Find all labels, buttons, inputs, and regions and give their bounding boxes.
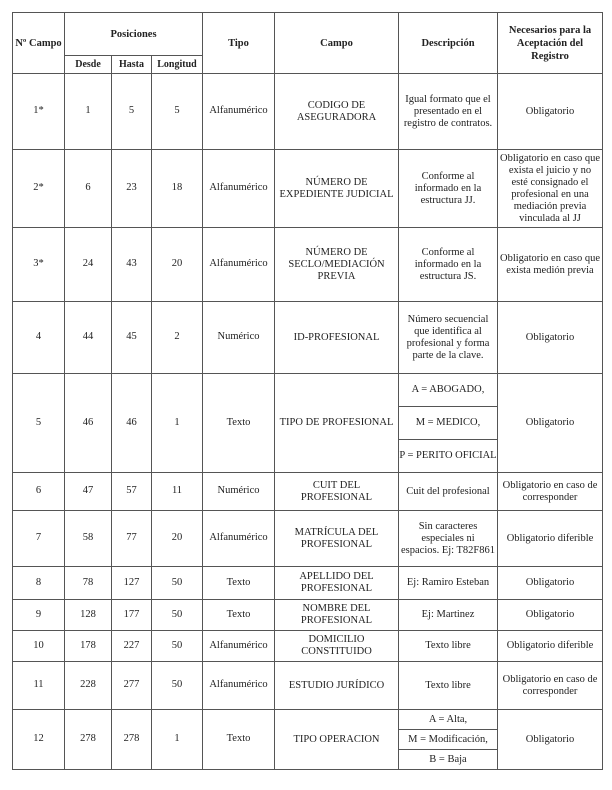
field-number: 10	[13, 631, 65, 662]
field-longitud: 20	[152, 228, 203, 302]
header-campo: Campo	[275, 13, 399, 74]
field-tipo: Texto	[203, 710, 275, 770]
field-number: 8	[13, 567, 65, 600]
field-descripcion: Conforme al informado en la estructura JJ.	[399, 150, 498, 228]
field-tipo: Alfanumérico	[203, 228, 275, 302]
field-desde: 128	[65, 600, 112, 631]
field-hasta: 277	[112, 662, 152, 710]
field-campo: NOMBRE DEL PROFESIONAL	[275, 600, 399, 631]
field-campo: ESTUDIO JURÍDICO	[275, 662, 399, 710]
field-descripcion: Ej: Martinez	[399, 600, 498, 631]
field-hasta: 227	[112, 631, 152, 662]
header-num-campo: Nº Campo	[13, 13, 65, 74]
option-item: M = Modificación,	[399, 729, 497, 749]
field-tipo: Alfanumérico	[203, 631, 275, 662]
table-row	[13, 567, 603, 600]
field-campo: DOMICILIO CONSTITUIDO	[275, 631, 399, 662]
field-descripcion: Igual formato que el presentado en el registro de contratos.	[399, 74, 498, 150]
field-requisito: Obligatorio	[498, 567, 603, 600]
option-item: P = PERITO OFICIAL	[399, 439, 497, 472]
option-item: M = MEDICO,	[399, 406, 497, 439]
header-descripcion: Descripción	[399, 13, 498, 74]
option-item: A = ABOGADO,	[411, 384, 485, 395]
field-requisito: Obligatorio en caso que exista el juicio y no esté consignado el profesional en una mediación previa vinculada al JJ	[498, 150, 603, 228]
field-tipo: Texto	[203, 374, 275, 473]
field-tipo: Numérico	[203, 302, 275, 374]
field-hasta: 77	[112, 511, 152, 567]
header-desde: Desde	[65, 56, 112, 74]
field-hasta: 45	[112, 302, 152, 374]
field-tipo: Alfanumérico	[203, 74, 275, 150]
field-longitud: 20	[152, 511, 203, 567]
field-requisito: Obligatorio diferible	[498, 511, 603, 567]
field-descripcion: Ej: Ramiro Esteban	[399, 567, 498, 600]
field-tipo: Alfanumérico	[203, 511, 275, 567]
field-hasta: 177	[112, 600, 152, 631]
field-descripcion: Sin caracteres especiales ni espacios. Ej: T82F861	[399, 511, 498, 567]
field-desde: 47	[65, 473, 112, 511]
field-descripcion-options	[399, 710, 498, 770]
field-descripcion: Conforme al informado en la estructura JS.	[399, 228, 498, 302]
field-campo: CUIT DEL PROFESIONAL	[275, 473, 399, 511]
field-number: 1*	[13, 74, 65, 150]
field-campo: TIPO DE PROFESIONAL	[275, 374, 399, 473]
field-campo: ID-PROFESIONAL	[275, 302, 399, 374]
field-requisito: Obligatorio	[498, 74, 603, 150]
field-desde: 1	[65, 74, 112, 150]
field-number: 2*	[13, 150, 65, 228]
field-requisito: Obligatorio	[498, 600, 603, 631]
field-desde: 6	[65, 150, 112, 228]
header-posiciones: Posiciones	[65, 13, 203, 56]
table-row	[13, 228, 603, 302]
field-campo: NÚMERO DE EXPEDIENTE JUDICIAL	[275, 150, 399, 228]
field-requisito: Obligatorio en caso que exista medión previa	[498, 228, 603, 302]
table-row	[13, 302, 603, 374]
table-row	[13, 511, 603, 567]
field-desde: 58	[65, 511, 112, 567]
header-necesarios: Necesarios para la Aceptación del Registro	[498, 13, 603, 74]
field-longitud: 2	[152, 302, 203, 374]
field-desde: 78	[65, 567, 112, 600]
table-body	[13, 74, 603, 770]
field-desde: 178	[65, 631, 112, 662]
field-descripcion: Texto libre	[399, 631, 498, 662]
field-campo: CODIGO DE ASEGURADORA	[275, 74, 399, 150]
table-row	[13, 150, 603, 228]
field-longitud: 18	[152, 150, 203, 228]
field-desde: 278	[65, 710, 112, 770]
field-desde: 24	[65, 228, 112, 302]
field-spec-table	[12, 12, 603, 770]
field-longitud: 50	[152, 567, 203, 600]
field-number: 4	[13, 302, 65, 374]
field-tipo: Texto	[203, 567, 275, 600]
field-number: 12	[13, 710, 65, 770]
field-hasta: 23	[112, 150, 152, 228]
table-header	[13, 13, 603, 74]
field-longitud: 50	[152, 662, 203, 710]
field-requisito: Obligatorio	[498, 374, 603, 473]
field-number: 7	[13, 511, 65, 567]
field-tipo: Numérico	[203, 473, 275, 511]
field-desde: 228	[65, 662, 112, 710]
field-number: 3*	[13, 228, 65, 302]
table-row	[13, 662, 603, 710]
field-hasta: 46	[112, 374, 152, 473]
field-hasta: 5	[112, 74, 152, 150]
field-desde: 46	[65, 374, 112, 473]
field-hasta: 278	[112, 710, 152, 770]
field-requisito: Obligatorio en caso de corresponder	[498, 473, 603, 511]
table-row	[13, 631, 603, 662]
field-longitud: 50	[152, 631, 203, 662]
field-hasta: 43	[112, 228, 152, 302]
table-row	[13, 710, 603, 770]
option-item: A = Alta,	[428, 713, 468, 725]
table-row	[13, 600, 603, 631]
field-tipo: Texto	[203, 600, 275, 631]
table-row	[13, 473, 603, 511]
field-hasta: 127	[112, 567, 152, 600]
field-desde: 44	[65, 302, 112, 374]
field-descripcion-options	[399, 374, 498, 473]
header-longitud: Longitud	[152, 56, 203, 74]
table-row	[13, 74, 603, 150]
field-longitud: 1	[152, 374, 203, 473]
field-number: 9	[13, 600, 65, 631]
field-hasta: 57	[112, 473, 152, 511]
field-descripcion: Texto libre	[399, 662, 498, 710]
field-number: 6	[13, 473, 65, 511]
field-longitud: 5	[152, 74, 203, 150]
field-requisito: Obligatorio diferible	[498, 631, 603, 662]
field-tipo: Alfanumérico	[203, 150, 275, 228]
field-longitud: 11	[152, 473, 203, 511]
table-row	[13, 374, 603, 473]
field-campo: NÚMERO DE SECLO/MEDIACIÓN PREVIA	[275, 228, 399, 302]
field-requisito: Obligatorio en caso de corresponder	[498, 662, 603, 710]
field-campo: TIPO OPERACION	[275, 710, 399, 770]
field-number: 5	[13, 374, 65, 473]
field-longitud: 50	[152, 600, 203, 631]
field-campo: APELLIDO DEL PROFESIONAL	[275, 567, 399, 600]
header-hasta: Hasta	[112, 56, 152, 74]
field-descripcion: Cuit del profesional	[399, 473, 498, 511]
field-tipo: Alfanumérico	[203, 662, 275, 710]
field-longitud: 1	[152, 710, 203, 770]
field-descripcion: Número secuencial que identifica al profesional y forma parte de la clave.	[399, 302, 498, 374]
header-tipo: Tipo	[203, 13, 275, 74]
field-campo: MATRÍCULA DEL PROFESIONAL	[275, 511, 399, 567]
option-item: B = Baja	[399, 749, 497, 769]
field-requisito: Obligatorio	[498, 302, 603, 374]
field-requisito: Obligatorio	[498, 710, 603, 770]
field-number: 11	[13, 662, 65, 710]
